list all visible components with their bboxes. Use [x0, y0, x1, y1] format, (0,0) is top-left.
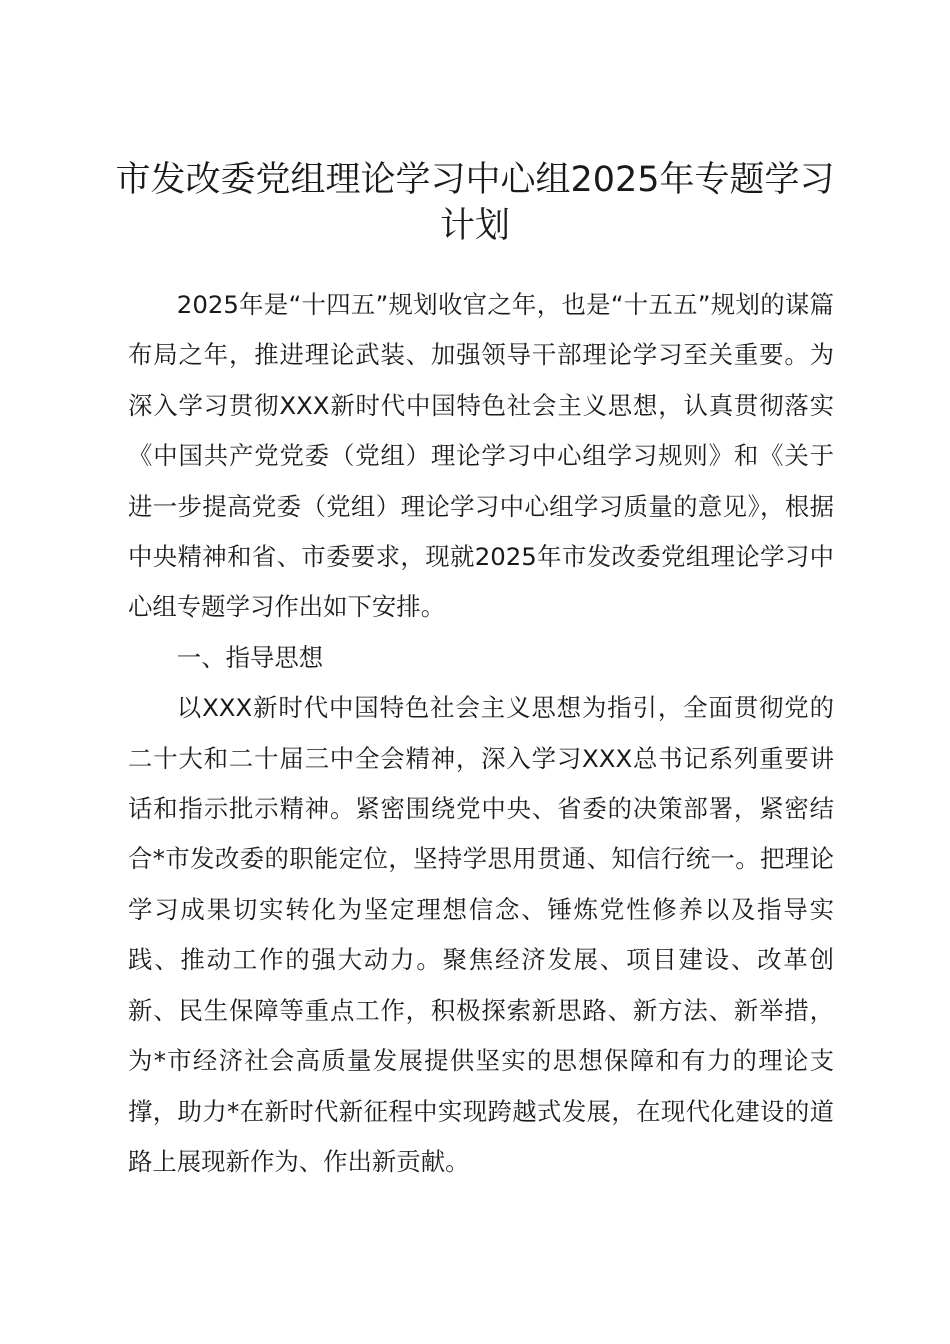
guiding-thought-paragraph: 以XXX新时代中国特色社会主义思想为指引，全面贯彻党的二十大和二十届三中全会精神，深入学习XXX总书记系列重要讲话和指示批示精神。紧密围绕党中央、省委的决策部署，紧密结合*市发改委的职能定位，坚持学思用贯通、知信行统一。把理论学习成果切实转化为坚定理想信念、锤炼党性修养以及指导实践、推动工作的强大动力。聚焦经济发展、项目建设、改革创新、民生保障等重点工作，积极探索新思路、新方法、新举措，为*市经济社会高质量发展提供坚实的思想保障和有力的理论支撑，助力*在新时代新征程中实现跨越式发展，在现代化建设的道路上展现新作为、作出新贡献。 [128, 693, 834, 1176]
section-heading-guiding-thought: 一、指导思想 [176, 642, 324, 672]
document-title: 市发改委党组理论学习中心组2025年专题学习计划 [115, 160, 835, 246]
document-body [128, 280, 834, 1187]
intro-paragraph: 2025年是“十四五”规划收官之年，也是“十五五”规划的谋篇布局之年，推进理论武装、加强领导干部理论学习至关重要。为深入学习贯彻XXX新时代中国特色社会主义思想，认真贯彻落实《中国共产党党委（党组）理论学习中心组学习规则》和《关于进一步提高党委（党组）理论学习中心组学习质量的意见》，根据中央精神和省、市委要求，现就2025年市发改委党组理论学习中心组专题学习作出如下安排。 [128, 290, 834, 622]
